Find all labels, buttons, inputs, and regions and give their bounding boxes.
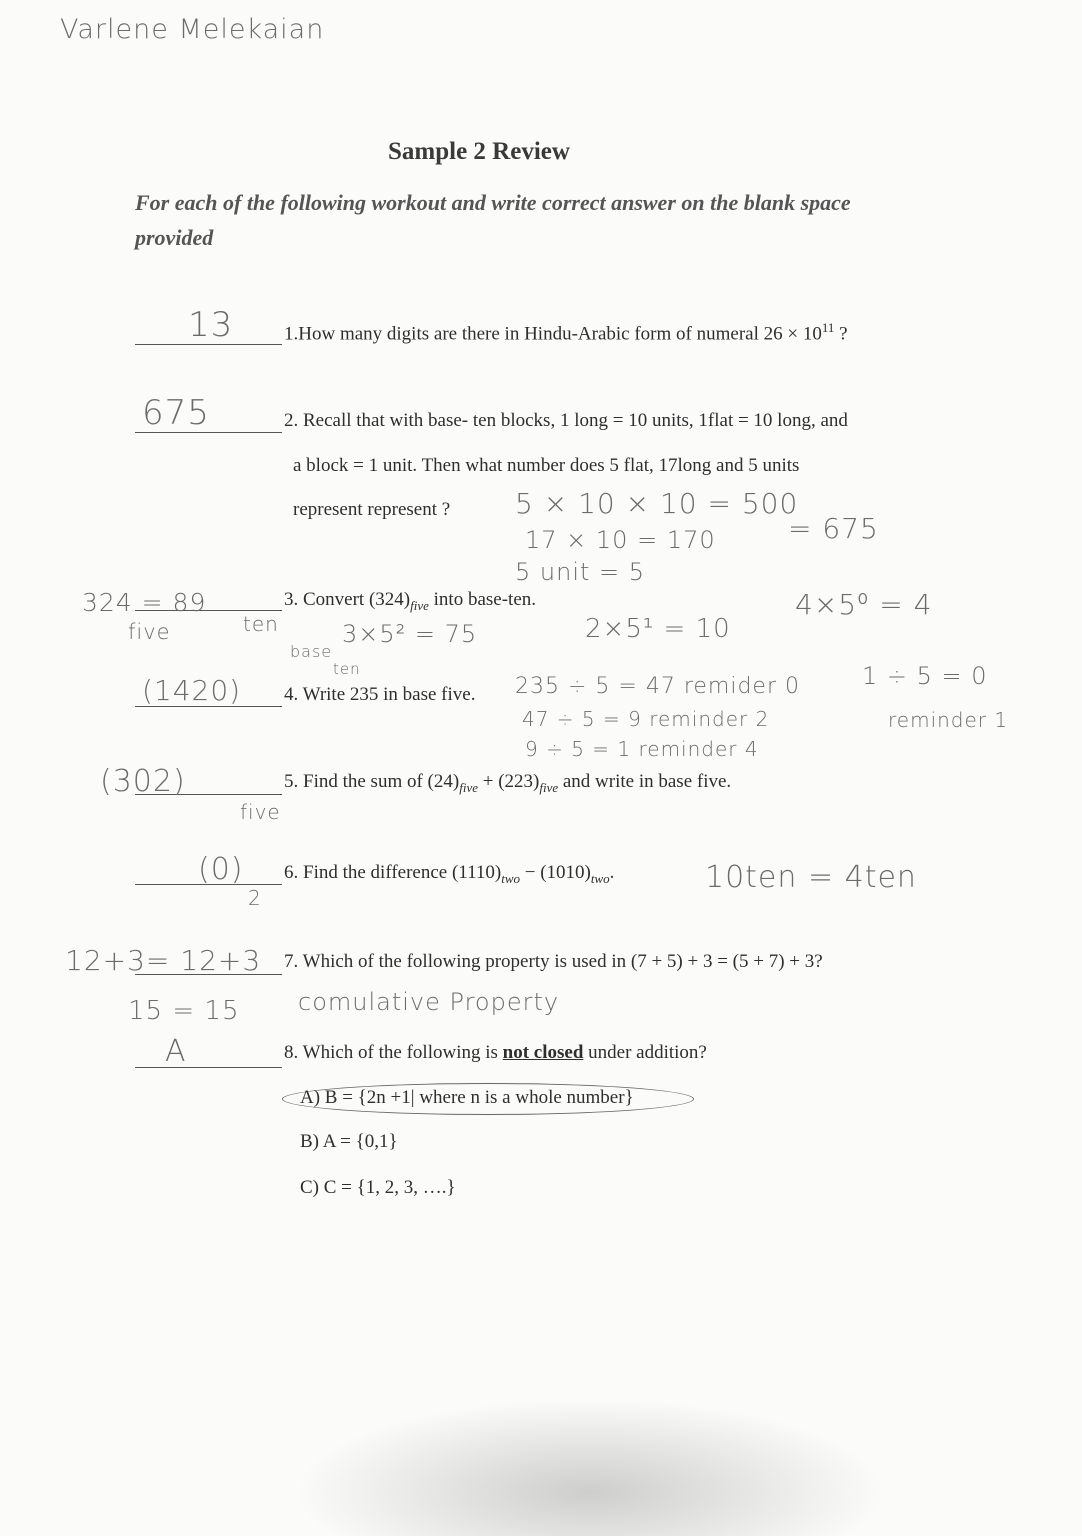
q3-ten: ten	[243, 612, 279, 636]
q4-work-1: 235 ÷ 5 = 47 remider 0	[515, 674, 800, 699]
answer-5: (302)	[100, 764, 186, 799]
q6-work: 10ten = 4ten	[705, 860, 917, 895]
answer-blank-8	[135, 1067, 282, 1068]
q3-work-2: 2×5¹ = 10	[585, 614, 731, 644]
question-2-line3: represent represent ?	[293, 499, 451, 520]
instructions-line1: For each of the following workout and write correct answer on the blank space	[135, 190, 851, 215]
q6-two: 2	[248, 886, 262, 910]
q2-result: = 675	[788, 512, 879, 545]
q3-work-3: 4×5⁰ = 4	[795, 588, 933, 621]
option-b: B) A = {0,1}	[300, 1131, 398, 1152]
question-4: 4. Write 235 in base five.	[284, 684, 476, 705]
question-3: 3. Convert $(324)_{five}$ into base-ten.	[284, 589, 536, 613]
question-7: 7. Which of the following property is used in (7 + 5) + 3 = (5 + 7) + 3?	[284, 951, 823, 972]
q4-work-4: 1 ÷ 5 = 0	[862, 662, 988, 690]
answer-7: 12+3= 12+3	[65, 944, 262, 977]
option-a: A) B = {2n +1| where n is a whole number}	[300, 1087, 634, 1108]
student-name: Varlene Melekaian	[60, 14, 325, 45]
q2-work-2: 17 × 10 = 170	[525, 526, 716, 554]
q7-answer: comulative Property	[298, 988, 560, 1016]
q2-work-1: 5 × 10 × 10 = 500	[515, 487, 799, 520]
question-5: 5. Find the sum of $(24)_{five} + (223)_{five}$ and write in base five.	[284, 771, 732, 795]
page-title: Sample 2 Review	[388, 138, 570, 165]
answer-4: (1420)	[142, 674, 242, 707]
q4-work-2: 47 ÷ 5 = 9 reminder 2	[522, 707, 770, 731]
q4-work-3: 9 ÷ 5 = 1 reminder 4	[525, 737, 759, 761]
q4-work-5: reminder 1	[888, 708, 1009, 732]
answer-2: 675	[142, 393, 210, 433]
answer-8: A	[165, 1034, 187, 1069]
answer-6: (0)	[198, 852, 244, 887]
option-c: C) C = {1, 2, 3, ….}	[300, 1177, 456, 1198]
question-6: 6. Find the difference $(1110)_{two} - (1010)_{two}$.	[284, 862, 615, 886]
q5-five: five	[240, 800, 281, 824]
question-2-line1: 2. Recall that with base- ten blocks, 1 long = 10 units, 1flat = 10 long, and	[284, 410, 848, 431]
question-1: 1.How many digits are there in Hindu-Arabic form of numeral $26 \times 10^{11}$ ?	[284, 320, 848, 345]
q3-five: five	[128, 620, 171, 644]
q4-ten: ten	[333, 660, 361, 678]
answer-1: 13	[188, 305, 234, 345]
scan-shadow	[270, 1390, 910, 1536]
instructions-line2: provided	[135, 225, 214, 250]
answer-3: 324 = 89	[82, 588, 207, 617]
question-8: 8. Which of the following is not closed under addition?	[284, 1042, 707, 1063]
q7-work: 15 = 15	[128, 996, 240, 1026]
question-2-line2: a block = 1 unit. Then what number does 5 flat, 17long and 5 units	[293, 455, 800, 476]
q3-base: base	[290, 642, 333, 661]
q3-work-1: 3×5² = 75	[342, 620, 478, 648]
q2-work-3: 5 unit = 5	[515, 558, 646, 586]
